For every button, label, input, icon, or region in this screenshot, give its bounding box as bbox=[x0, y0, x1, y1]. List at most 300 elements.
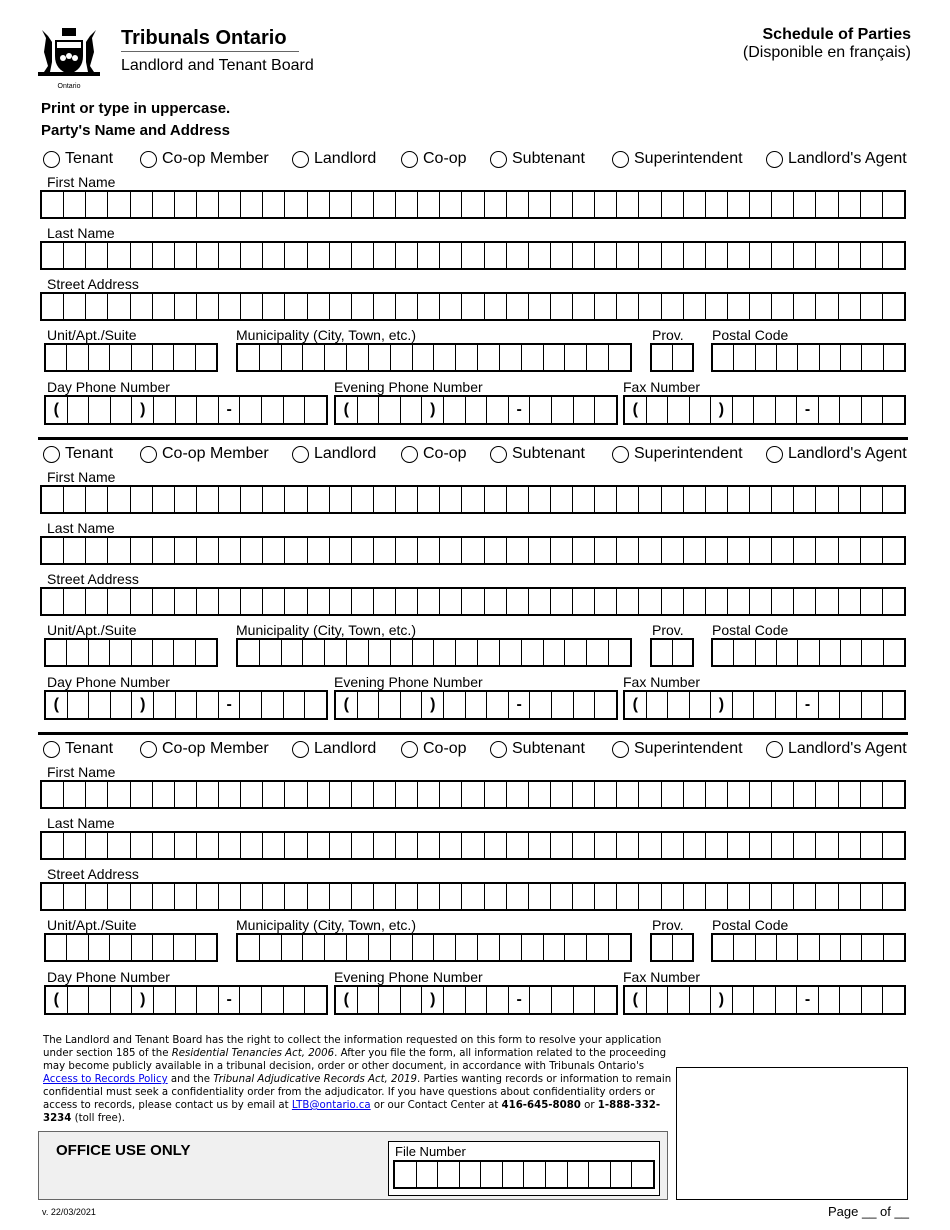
char-cell[interactable] bbox=[572, 294, 594, 319]
char-cell[interactable] bbox=[616, 294, 638, 319]
char-cell[interactable] bbox=[776, 935, 797, 960]
email-link[interactable]: LTB@ontario.ca bbox=[291, 1100, 371, 1111]
char-cell[interactable] bbox=[771, 243, 793, 268]
char-cell[interactable] bbox=[196, 782, 218, 807]
char-cell[interactable] bbox=[838, 192, 860, 217]
char-cell[interactable] bbox=[705, 243, 727, 268]
evening-phone-input[interactable] bbox=[334, 690, 618, 720]
char-cell[interactable] bbox=[882, 243, 904, 268]
char-cell[interactable] bbox=[506, 538, 528, 563]
char-cell[interactable] bbox=[196, 538, 218, 563]
first-name-input[interactable] bbox=[40, 485, 906, 514]
char-cell[interactable] bbox=[357, 692, 379, 718]
party-type-radio[interactable] bbox=[490, 740, 585, 758]
char-cell[interactable] bbox=[883, 935, 904, 960]
char-cell[interactable] bbox=[307, 833, 329, 858]
evening-phone-input[interactable] bbox=[334, 985, 618, 1015]
char-cell[interactable] bbox=[672, 935, 693, 960]
char-cell[interactable] bbox=[240, 782, 262, 807]
char-cell[interactable] bbox=[238, 345, 259, 370]
char-cell[interactable] bbox=[860, 589, 882, 614]
char-cell[interactable] bbox=[652, 640, 672, 665]
char-cell[interactable] bbox=[755, 345, 776, 370]
char-cell[interactable] bbox=[838, 782, 860, 807]
char-cell[interactable]: ( bbox=[53, 696, 59, 713]
char-cell[interactable] bbox=[412, 345, 434, 370]
char-cell[interactable] bbox=[528, 538, 550, 563]
char-cell[interactable] bbox=[417, 884, 439, 909]
char-cell[interactable] bbox=[545, 1162, 567, 1187]
char-cell[interactable] bbox=[63, 243, 85, 268]
unit-input[interactable] bbox=[44, 638, 218, 667]
fax-input[interactable] bbox=[623, 985, 906, 1015]
char-cell[interactable] bbox=[883, 345, 904, 370]
char-cell[interactable] bbox=[439, 589, 461, 614]
char-cell[interactable] bbox=[573, 987, 595, 1013]
char-cell[interactable] bbox=[196, 294, 218, 319]
char-cell[interactable] bbox=[771, 833, 793, 858]
char-cell[interactable] bbox=[218, 884, 240, 909]
char-cell[interactable] bbox=[523, 1162, 545, 1187]
char-cell[interactable] bbox=[860, 782, 882, 807]
char-cell[interactable] bbox=[608, 935, 630, 960]
char-cell[interactable] bbox=[439, 884, 461, 909]
char-cell[interactable] bbox=[732, 692, 754, 718]
char-cell[interactable] bbox=[85, 589, 107, 614]
char-cell[interactable] bbox=[732, 397, 754, 423]
char-cell[interactable] bbox=[572, 782, 594, 807]
day-phone-input[interactable] bbox=[44, 690, 328, 720]
char-cell[interactable] bbox=[417, 782, 439, 807]
char-cell[interactable]: - bbox=[796, 987, 818, 1013]
char-cell[interactable] bbox=[477, 640, 499, 665]
char-cell[interactable] bbox=[572, 884, 594, 909]
char-cell[interactable] bbox=[705, 294, 727, 319]
char-cell[interactable] bbox=[610, 1162, 632, 1187]
char-cell[interactable] bbox=[261, 987, 283, 1013]
char-cell[interactable] bbox=[417, 833, 439, 858]
char-cell[interactable] bbox=[572, 538, 594, 563]
char-cell[interactable] bbox=[529, 692, 551, 718]
char-cell[interactable] bbox=[373, 192, 395, 217]
radio-circle-icon[interactable] bbox=[292, 151, 309, 168]
char-cell[interactable] bbox=[42, 884, 63, 909]
char-cell[interactable] bbox=[351, 487, 373, 512]
party-type-radio[interactable] bbox=[490, 445, 585, 463]
char-cell[interactable] bbox=[304, 397, 326, 423]
char-cell[interactable] bbox=[616, 782, 638, 807]
char-cell[interactable] bbox=[88, 692, 110, 718]
prov-input[interactable] bbox=[650, 638, 694, 667]
char-cell[interactable] bbox=[373, 884, 395, 909]
char-cell[interactable] bbox=[152, 294, 174, 319]
char-cell[interactable] bbox=[174, 538, 196, 563]
char-cell[interactable] bbox=[882, 487, 904, 512]
char-cell[interactable] bbox=[461, 294, 483, 319]
char-cell[interactable] bbox=[85, 294, 107, 319]
char-cell[interactable] bbox=[861, 987, 883, 1013]
char-cell[interactable] bbox=[459, 1162, 481, 1187]
char-cell[interactable]: ) bbox=[131, 397, 153, 423]
char-cell[interactable] bbox=[667, 987, 689, 1013]
char-cell[interactable] bbox=[713, 345, 733, 370]
char-cell[interactable] bbox=[860, 884, 882, 909]
char-cell[interactable] bbox=[594, 833, 616, 858]
char-cell[interactable] bbox=[528, 884, 550, 909]
char-cell[interactable] bbox=[259, 345, 281, 370]
char-cell[interactable] bbox=[284, 884, 306, 909]
char-cell[interactable] bbox=[689, 692, 711, 718]
char-cell[interactable] bbox=[594, 397, 616, 423]
char-cell[interactable] bbox=[638, 833, 660, 858]
char-cell[interactable]: - bbox=[796, 692, 818, 718]
char-cell[interactable] bbox=[329, 538, 351, 563]
char-cell[interactable] bbox=[85, 538, 107, 563]
char-cell[interactable] bbox=[130, 294, 152, 319]
char-cell[interactable] bbox=[439, 192, 461, 217]
char-cell[interactable] bbox=[329, 294, 351, 319]
char-cell[interactable] bbox=[646, 397, 668, 423]
char-cell[interactable] bbox=[153, 987, 175, 1013]
party-type-radio[interactable] bbox=[490, 150, 585, 168]
char-cell[interactable] bbox=[351, 884, 373, 909]
char-cell[interactable] bbox=[793, 243, 815, 268]
char-cell[interactable] bbox=[152, 243, 174, 268]
char-cell[interactable] bbox=[110, 397, 132, 423]
party-type-radio[interactable] bbox=[43, 150, 113, 168]
char-cell[interactable]: ( bbox=[53, 991, 59, 1008]
char-cell[interactable] bbox=[661, 782, 683, 807]
char-cell[interactable] bbox=[594, 192, 616, 217]
char-cell[interactable]: ) bbox=[131, 692, 153, 718]
radio-circle-icon[interactable] bbox=[612, 151, 629, 168]
char-cell[interactable] bbox=[66, 935, 87, 960]
char-cell[interactable] bbox=[196, 884, 218, 909]
char-cell[interactable] bbox=[564, 345, 586, 370]
fax-input[interactable] bbox=[623, 395, 906, 425]
char-cell[interactable] bbox=[661, 538, 683, 563]
char-cell[interactable] bbox=[506, 884, 528, 909]
char-cell[interactable] bbox=[882, 589, 904, 614]
char-cell[interactable] bbox=[638, 294, 660, 319]
char-cell[interactable] bbox=[775, 987, 797, 1013]
radio-circle-icon[interactable] bbox=[612, 741, 629, 758]
char-cell[interactable] bbox=[661, 833, 683, 858]
char-cell[interactable] bbox=[283, 987, 305, 1013]
char-cell[interactable] bbox=[477, 935, 499, 960]
radio-circle-icon[interactable] bbox=[766, 446, 783, 463]
party-type-radio[interactable] bbox=[766, 150, 907, 168]
char-cell[interactable] bbox=[506, 243, 528, 268]
radio-circle-icon[interactable] bbox=[292, 741, 309, 758]
char-cell[interactable] bbox=[616, 589, 638, 614]
char-cell[interactable] bbox=[357, 397, 379, 423]
char-cell[interactable] bbox=[218, 782, 240, 807]
char-cell[interactable] bbox=[638, 538, 660, 563]
char-cell[interactable] bbox=[107, 782, 129, 807]
char-cell[interactable] bbox=[793, 538, 815, 563]
char-cell[interactable] bbox=[107, 192, 129, 217]
char-cell[interactable]: ) bbox=[131, 987, 153, 1013]
char-cell[interactable] bbox=[572, 589, 594, 614]
char-cell[interactable] bbox=[307, 294, 329, 319]
char-cell[interactable] bbox=[107, 833, 129, 858]
char-cell[interactable] bbox=[42, 294, 63, 319]
char-cell[interactable] bbox=[174, 884, 196, 909]
char-cell[interactable] bbox=[461, 782, 483, 807]
char-cell[interactable] bbox=[400, 397, 422, 423]
char-cell[interactable] bbox=[652, 935, 672, 960]
party-type-radio[interactable] bbox=[612, 150, 743, 168]
char-cell[interactable] bbox=[284, 192, 306, 217]
char-cell[interactable] bbox=[329, 884, 351, 909]
char-cell[interactable] bbox=[727, 487, 749, 512]
char-cell[interactable] bbox=[63, 589, 85, 614]
char-cell[interactable] bbox=[705, 589, 727, 614]
char-cell[interactable] bbox=[195, 935, 216, 960]
street-address-input[interactable] bbox=[40, 882, 906, 911]
char-cell[interactable] bbox=[705, 833, 727, 858]
char-cell[interactable] bbox=[63, 782, 85, 807]
char-cell[interactable] bbox=[860, 833, 882, 858]
char-cell[interactable] bbox=[528, 589, 550, 614]
prov-input[interactable] bbox=[650, 343, 694, 372]
char-cell[interactable] bbox=[66, 640, 87, 665]
char-cell[interactable]: ( bbox=[632, 401, 638, 418]
char-cell[interactable] bbox=[638, 192, 660, 217]
char-cell[interactable] bbox=[521, 935, 543, 960]
char-cell[interactable] bbox=[351, 243, 373, 268]
municipality-input[interactable] bbox=[236, 933, 632, 962]
char-cell[interactable]: ( bbox=[343, 696, 349, 713]
char-cell[interactable] bbox=[42, 782, 63, 807]
char-cell[interactable] bbox=[499, 935, 521, 960]
char-cell[interactable] bbox=[85, 884, 107, 909]
char-cell[interactable] bbox=[324, 640, 346, 665]
char-cell[interactable] bbox=[608, 345, 630, 370]
char-cell[interactable] bbox=[749, 192, 771, 217]
char-cell[interactable] bbox=[646, 692, 668, 718]
char-cell[interactable] bbox=[815, 294, 837, 319]
char-cell[interactable] bbox=[860, 538, 882, 563]
radio-circle-icon[interactable] bbox=[490, 741, 507, 758]
char-cell[interactable] bbox=[417, 589, 439, 614]
first-name-input[interactable] bbox=[40, 190, 906, 219]
char-cell[interactable] bbox=[46, 640, 66, 665]
char-cell[interactable] bbox=[174, 782, 196, 807]
char-cell[interactable] bbox=[395, 487, 417, 512]
day-phone-input[interactable] bbox=[44, 395, 328, 425]
char-cell[interactable] bbox=[107, 243, 129, 268]
char-cell[interactable] bbox=[484, 192, 506, 217]
char-cell[interactable] bbox=[818, 397, 840, 423]
char-cell[interactable] bbox=[528, 243, 550, 268]
char-cell[interactable] bbox=[882, 538, 904, 563]
char-cell[interactable] bbox=[753, 692, 775, 718]
char-cell[interactable] bbox=[528, 294, 550, 319]
char-cell[interactable] bbox=[727, 884, 749, 909]
char-cell[interactable] bbox=[797, 640, 818, 665]
char-cell[interactable] bbox=[433, 640, 455, 665]
char-cell[interactable] bbox=[733, 345, 754, 370]
radio-circle-icon[interactable] bbox=[490, 446, 507, 463]
char-cell[interactable] bbox=[543, 640, 565, 665]
char-cell[interactable] bbox=[882, 884, 904, 909]
char-cell[interactable] bbox=[661, 884, 683, 909]
char-cell[interactable] bbox=[373, 538, 395, 563]
char-cell[interactable] bbox=[85, 487, 107, 512]
char-cell[interactable] bbox=[284, 782, 306, 807]
char-cell[interactable] bbox=[461, 243, 483, 268]
char-cell[interactable]: ) bbox=[710, 692, 732, 718]
char-cell[interactable] bbox=[502, 1162, 524, 1187]
char-cell[interactable] bbox=[550, 243, 572, 268]
char-cell[interactable]: ( bbox=[632, 991, 638, 1008]
char-cell[interactable] bbox=[646, 987, 668, 1013]
char-cell[interactable] bbox=[667, 692, 689, 718]
char-cell[interactable] bbox=[486, 397, 508, 423]
char-cell[interactable] bbox=[284, 243, 306, 268]
char-cell[interactable] bbox=[529, 987, 551, 1013]
char-cell[interactable] bbox=[455, 640, 477, 665]
char-cell[interactable] bbox=[486, 987, 508, 1013]
char-cell[interactable] bbox=[528, 782, 550, 807]
char-cell[interactable] bbox=[567, 1162, 589, 1187]
char-cell[interactable] bbox=[588, 1162, 610, 1187]
char-cell[interactable] bbox=[551, 692, 573, 718]
char-cell[interactable] bbox=[882, 294, 904, 319]
char-cell[interactable] bbox=[713, 935, 733, 960]
char-cell[interactable] bbox=[594, 987, 616, 1013]
char-cell[interactable] bbox=[638, 487, 660, 512]
char-cell[interactable] bbox=[528, 487, 550, 512]
radio-circle-icon[interactable] bbox=[43, 741, 60, 758]
party-type-radio[interactable] bbox=[401, 740, 467, 758]
char-cell[interactable] bbox=[357, 987, 379, 1013]
char-cell[interactable] bbox=[88, 935, 109, 960]
char-cell[interactable] bbox=[109, 640, 130, 665]
char-cell[interactable] bbox=[42, 833, 63, 858]
char-cell[interactable] bbox=[88, 397, 110, 423]
char-cell[interactable] bbox=[443, 397, 465, 423]
char-cell[interactable] bbox=[775, 397, 797, 423]
char-cell[interactable] bbox=[284, 538, 306, 563]
char-cell[interactable] bbox=[608, 640, 630, 665]
char-cell[interactable] bbox=[616, 487, 638, 512]
char-cell[interactable] bbox=[465, 692, 487, 718]
radio-circle-icon[interactable] bbox=[612, 446, 629, 463]
char-cell[interactable] bbox=[838, 589, 860, 614]
char-cell[interactable] bbox=[175, 987, 197, 1013]
char-cell[interactable] bbox=[551, 397, 573, 423]
char-cell[interactable] bbox=[238, 640, 259, 665]
char-cell[interactable] bbox=[638, 243, 660, 268]
char-cell[interactable] bbox=[573, 397, 595, 423]
char-cell[interactable] bbox=[239, 397, 261, 423]
char-cell[interactable] bbox=[484, 294, 506, 319]
char-cell[interactable] bbox=[749, 487, 771, 512]
char-cell[interactable] bbox=[107, 294, 129, 319]
char-cell[interactable] bbox=[705, 538, 727, 563]
char-cell[interactable] bbox=[689, 987, 711, 1013]
char-cell[interactable] bbox=[175, 692, 197, 718]
char-cell[interactable] bbox=[882, 987, 904, 1013]
char-cell[interactable] bbox=[109, 345, 130, 370]
radio-circle-icon[interactable] bbox=[490, 151, 507, 168]
char-cell[interactable] bbox=[486, 692, 508, 718]
char-cell[interactable] bbox=[417, 294, 439, 319]
char-cell[interactable] bbox=[819, 935, 840, 960]
municipality-input[interactable] bbox=[236, 343, 632, 372]
char-cell[interactable] bbox=[727, 243, 749, 268]
char-cell[interactable] bbox=[882, 833, 904, 858]
char-cell[interactable] bbox=[775, 692, 797, 718]
char-cell[interactable] bbox=[573, 692, 595, 718]
char-cell[interactable] bbox=[455, 935, 477, 960]
char-cell[interactable] bbox=[521, 640, 543, 665]
char-cell[interactable] bbox=[152, 345, 173, 370]
char-cell[interactable]: - bbox=[218, 397, 240, 423]
char-cell[interactable] bbox=[196, 397, 218, 423]
char-cell[interactable] bbox=[819, 345, 840, 370]
char-cell[interactable] bbox=[152, 538, 174, 563]
radio-circle-icon[interactable] bbox=[401, 741, 418, 758]
char-cell[interactable] bbox=[616, 884, 638, 909]
char-cell[interactable] bbox=[477, 345, 499, 370]
char-cell[interactable] bbox=[749, 243, 771, 268]
char-cell[interactable] bbox=[564, 640, 586, 665]
char-cell[interactable] bbox=[749, 833, 771, 858]
party-type-radio[interactable] bbox=[43, 740, 113, 758]
char-cell[interactable] bbox=[793, 833, 815, 858]
char-cell[interactable] bbox=[861, 692, 883, 718]
char-cell[interactable] bbox=[262, 538, 284, 563]
char-cell[interactable] bbox=[586, 640, 608, 665]
char-cell[interactable] bbox=[130, 192, 152, 217]
char-cell[interactable] bbox=[564, 935, 586, 960]
radio-circle-icon[interactable] bbox=[140, 151, 157, 168]
radio-circle-icon[interactable] bbox=[766, 151, 783, 168]
char-cell[interactable] bbox=[484, 538, 506, 563]
char-cell[interactable] bbox=[417, 243, 439, 268]
radio-circle-icon[interactable] bbox=[766, 741, 783, 758]
char-cell[interactable] bbox=[130, 243, 152, 268]
char-cell[interactable] bbox=[860, 243, 882, 268]
char-cell[interactable] bbox=[281, 935, 303, 960]
char-cell[interactable] bbox=[329, 487, 351, 512]
char-cell[interactable] bbox=[838, 243, 860, 268]
char-cell[interactable] bbox=[443, 692, 465, 718]
char-cell[interactable] bbox=[85, 782, 107, 807]
char-cell[interactable] bbox=[594, 884, 616, 909]
char-cell[interactable] bbox=[443, 987, 465, 1013]
char-cell[interactable] bbox=[838, 294, 860, 319]
char-cell[interactable] bbox=[550, 538, 572, 563]
char-cell[interactable] bbox=[683, 243, 705, 268]
char-cell[interactable] bbox=[218, 538, 240, 563]
char-cell[interactable] bbox=[883, 640, 904, 665]
char-cell[interactable] bbox=[521, 345, 543, 370]
char-cell[interactable] bbox=[262, 833, 284, 858]
char-cell[interactable] bbox=[461, 833, 483, 858]
char-cell[interactable] bbox=[638, 884, 660, 909]
char-cell[interactable] bbox=[840, 640, 861, 665]
char-cell[interactable] bbox=[307, 192, 329, 217]
char-cell[interactable] bbox=[771, 487, 793, 512]
char-cell[interactable] bbox=[683, 487, 705, 512]
postal-code-input[interactable] bbox=[711, 933, 906, 962]
char-cell[interactable] bbox=[395, 884, 417, 909]
